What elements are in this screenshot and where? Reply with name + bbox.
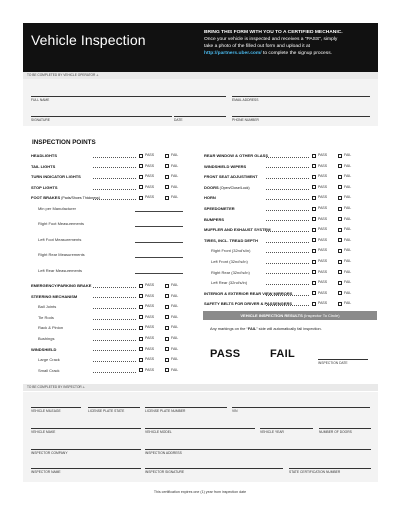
dotted-leader (266, 242, 309, 243)
inspection-item-label: Right Rear Measurements (38, 252, 85, 258)
inspection-item-label: FRONT SEAT ADJUSTMENT (204, 174, 258, 180)
measurement-field[interactable] (135, 242, 183, 243)
pass-label: PASS (145, 304, 155, 309)
inspection-row (31, 194, 201, 201)
inspection-row (31, 267, 201, 274)
pass-checkbox[interactable] (312, 196, 316, 200)
doors-label: NUMBER OF DOORS (319, 430, 352, 434)
inspection-item-label: Tie Rods (38, 314, 54, 320)
pass-label: PASS (145, 336, 155, 340)
fail-label: FAIL (171, 174, 179, 179)
inspection-item-label: SAFETY BELTS FOR DRIVER & PASSENGERS (204, 301, 293, 307)
fail-result[interactable]: FAIL (270, 348, 296, 360)
pass-label: PASS (145, 153, 155, 157)
inspection-row (204, 173, 374, 180)
inspection-row (204, 163, 374, 170)
pass-label: PASS (145, 314, 155, 319)
fail-checkbox[interactable] (338, 217, 342, 221)
inspection-row (31, 220, 201, 227)
inspection-item-label: MUFFLER AND EXHAUST SYSTEM (204, 227, 271, 233)
inspection-row (31, 163, 201, 170)
fail-checkbox[interactable] (338, 270, 342, 274)
pass-checkbox[interactable] (139, 294, 143, 298)
fail-label: FAIL (171, 346, 179, 351)
pass-label: PASS (318, 195, 328, 200)
inspection-item-label: EMERGENCY/PARKING BRAKE (31, 283, 92, 288)
fail-checkbox[interactable] (338, 281, 342, 285)
pass-checkbox[interactable] (312, 270, 316, 274)
pass-label: PASS (318, 216, 328, 221)
pass-checkbox[interactable] (139, 326, 143, 330)
pass-label: PASS (318, 163, 328, 168)
inspection-row (204, 226, 374, 233)
instruction-line-3: take a photo of the filled out form and upload it at (204, 44, 311, 49)
fail-checkbox[interactable] (165, 305, 169, 309)
inspection-row (31, 346, 201, 353)
inspection-item-label: TAIL LIGHTS (31, 163, 56, 169)
fail-checkbox[interactable] (165, 315, 169, 319)
pass-checkbox[interactable] (312, 291, 316, 295)
pass-label: PASS (145, 357, 155, 362)
signature-field[interactable] (31, 116, 172, 117)
full-name-label: FULL NAME (31, 98, 50, 102)
plate-state-label: LICENSE PLATE STATE (88, 409, 125, 413)
plate-number-field[interactable] (145, 407, 227, 408)
fail-checkbox[interactable] (165, 294, 169, 298)
fail-checkbox[interactable] (165, 347, 169, 351)
dotted-leader (266, 231, 309, 232)
dotted-leader (93, 167, 136, 168)
inspection-row (31, 293, 201, 300)
dotted-leader (266, 178, 309, 179)
inspection-item-label: Left Front (32nd's/in) (211, 259, 248, 264)
dotted-leader (266, 210, 309, 211)
inspection-item-label: BUMPERS (204, 216, 225, 222)
pass-result[interactable]: PASS (210, 348, 241, 360)
fail-label: FAIL (344, 290, 352, 295)
fail-checkbox[interactable] (338, 175, 342, 179)
vehicle-mileage-label: VEHICLE MILEAGE (31, 409, 61, 413)
inspection-item-label: Left Rear (32nd's/in) (211, 280, 248, 286)
vehicle-model-field[interactable] (145, 428, 255, 429)
vehicle-year-label: VEHICLE YEAR (260, 430, 284, 434)
inspection-item-label: Left Rear Measurements (38, 267, 83, 273)
phone-field[interactable] (232, 116, 370, 117)
doors-field[interactable] (319, 428, 371, 429)
pass-label: PASS (318, 237, 328, 242)
pass-label: PASS (318, 153, 328, 157)
inspection-item-label: Right Foot Measurements (38, 221, 85, 227)
fail-label: FAIL (344, 195, 352, 200)
operator-fields (23, 79, 378, 126)
pass-label: PASS (145, 163, 155, 168)
dotted-leader (93, 329, 136, 330)
fail-label: FAIL (171, 283, 179, 287)
vin-label: VIN (232, 409, 238, 413)
vehicle-mileage-field[interactable] (31, 407, 81, 408)
pass-checkbox[interactable] (139, 185, 143, 189)
inspection-row (31, 205, 201, 212)
fail-checkbox[interactable] (165, 284, 169, 288)
inspection-row (204, 216, 374, 223)
measurement-field[interactable] (135, 226, 183, 227)
pass-checkbox[interactable] (312, 228, 316, 232)
measurement-field[interactable] (135, 257, 183, 258)
inspection-row (204, 184, 374, 191)
inspection-row (31, 152, 201, 159)
pass-label: PASS (145, 367, 155, 372)
fail-checkbox[interactable] (165, 196, 169, 200)
inspection-item-label: Large Crack (38, 357, 60, 363)
pass-label: PASS (145, 346, 155, 351)
inspection-row (204, 237, 374, 244)
fail-label: FAIL (344, 163, 352, 168)
inspection-row (204, 269, 374, 276)
header-instructions (204, 29, 376, 57)
inspection-item-label: Right Front (32nd's/in) (211, 248, 251, 254)
inspection-item-label: STOP LIGHTS (31, 184, 58, 190)
results-note: Any markings on the “FAIL” side will automatically fail inspection. (210, 326, 322, 331)
pass-checkbox[interactable] (312, 260, 316, 264)
pass-label: PASS (145, 174, 155, 179)
cert-number-field[interactable] (289, 468, 371, 469)
pass-checkbox[interactable] (312, 281, 316, 285)
form-title: Vehicle Inspection (31, 32, 146, 48)
fail-label: FAIL (171, 184, 179, 189)
pass-checkbox[interactable] (312, 185, 316, 189)
dotted-leader (266, 295, 309, 296)
inspection-row (204, 194, 374, 201)
pass-checkbox[interactable] (139, 175, 143, 179)
pass-checkbox[interactable] (139, 368, 143, 372)
dotted-leader (266, 305, 309, 306)
pass-label: PASS (318, 227, 328, 232)
inspection-row (31, 236, 201, 243)
fail-checkbox[interactable] (165, 337, 169, 341)
inspection-points-title: INSPECTION POINTS (32, 139, 96, 146)
dotted-leader (266, 157, 309, 158)
dotted-leader (93, 157, 136, 158)
inspector-name-field[interactable] (31, 468, 141, 469)
fail-label: FAIL (344, 216, 352, 221)
inspection-item-label: Small Crack (38, 367, 60, 373)
inspection-address-label: INSPECTION ADDRESS (145, 451, 182, 455)
inspection-row (204, 258, 374, 265)
fail-checkbox[interactable] (338, 238, 342, 242)
inspection-item-label: TIRES, INCL. TREAD DEPTH (204, 237, 259, 243)
pass-label: PASS (318, 259, 328, 263)
inspection-item-label: Left Foot Measurements (38, 236, 82, 242)
phone-label: PHONE NUMBER (232, 118, 259, 122)
fail-checkbox[interactable] (338, 164, 342, 168)
partners-link[interactable]: http://partners.uber.com/ (204, 51, 262, 56)
pass-label: PASS (145, 184, 155, 189)
fail-checkbox[interactable] (338, 185, 342, 189)
date-label: DATE (174, 118, 183, 122)
fail-checkbox[interactable] (338, 260, 342, 264)
inspection-results-bar: VEHICLE INSPECTION RESULTS (Inspector To Circle) (203, 311, 377, 320)
dotted-leader (93, 308, 136, 309)
fail-label: FAIL (171, 336, 179, 340)
inspection-row (204, 247, 374, 254)
instruction-line-1: BRING THIS FORM WITH YOU TO A CERTIFIED MECHANIC. (204, 30, 343, 35)
inspection-item-label: SPEEDOMETER (204, 206, 235, 211)
inspector-signature-label: INSPECTOR SIGNATURE (145, 470, 185, 474)
dotted-leader (93, 287, 136, 288)
dotted-leader (93, 361, 136, 362)
pass-checkbox[interactable] (139, 305, 143, 309)
inspection-row (204, 279, 374, 286)
vin-field[interactable] (232, 407, 370, 408)
dotted-leader (93, 189, 136, 190)
pass-label: PASS (145, 195, 155, 200)
pass-label: PASS (318, 269, 328, 274)
fail-checkbox[interactable] (338, 249, 342, 253)
fail-checkbox[interactable] (165, 164, 169, 168)
expiry-footer: This certification expires one (1) year from inspection date (153, 490, 247, 494)
pass-checkbox[interactable] (312, 217, 316, 221)
inspection-item-label: WINDSHIELD (31, 346, 57, 352)
fail-checkbox[interactable] (338, 196, 342, 200)
pass-label: PASS (318, 301, 328, 306)
fail-checkbox[interactable] (165, 368, 169, 372)
vehicle-make-field[interactable] (31, 428, 141, 429)
dotted-leader (93, 319, 136, 320)
fail-checkbox[interactable] (338, 291, 342, 295)
pass-label: PASS (318, 206, 328, 210)
inspector-name-label: INSPECTOR NAME (31, 470, 61, 474)
pass-checkbox[interactable] (139, 164, 143, 168)
inspection-item-label: WINDSHIELD WIPERS (204, 163, 247, 169)
pass-checkbox[interactable] (139, 315, 143, 319)
inspection-item-label: Min per Manufacturer (38, 206, 77, 211)
pass-label: PASS (145, 283, 155, 287)
fail-label: FAIL (171, 357, 179, 362)
inspection-row (31, 282, 201, 289)
fail-label: FAIL (344, 259, 352, 263)
dotted-leader (266, 220, 309, 221)
pass-checkbox[interactable] (139, 196, 143, 200)
inspection-address-field[interactable] (145, 449, 371, 450)
signature-label: SIGNATURE (31, 118, 50, 122)
measurement-field[interactable] (135, 273, 183, 274)
pass-checkbox[interactable] (312, 238, 316, 242)
vehicle-model-label: VEHICLE MODEL (145, 430, 172, 434)
fail-label: FAIL (344, 153, 352, 157)
inspection-item-label: INTERIOR & EXTERIOR REAR VIEW MIRRORS (204, 290, 293, 296)
vehicle-make-label: VEHICLE MAKE (31, 430, 56, 434)
inspection-row (204, 300, 374, 307)
inspector-section-bar: TO BE COMPLETED BY INSPECTOR ⟂ (23, 384, 378, 391)
pass-label: PASS (318, 184, 328, 189)
fail-checkbox[interactable] (165, 154, 169, 158)
inspection-row (31, 251, 201, 258)
fail-label: FAIL (344, 237, 352, 242)
fail-label: FAIL (344, 269, 352, 274)
fail-label: FAIL (171, 325, 179, 330)
inspection-row (31, 303, 201, 310)
inspector-signature-field[interactable] (145, 468, 283, 469)
fail-checkbox[interactable] (165, 185, 169, 189)
dotted-leader (266, 273, 309, 274)
inspection-date-label: INSPECTION DATE (318, 361, 348, 365)
dotted-leader (93, 178, 136, 179)
inspection-item-label: FOOT BRAKES (Pads/Shoes Thickness) (31, 195, 101, 201)
pass-checkbox[interactable] (312, 164, 316, 168)
fail-label: FAIL (344, 248, 352, 253)
pass-label: PASS (318, 174, 328, 179)
fail-checkbox[interactable] (338, 207, 342, 211)
vehicle-year-field[interactable] (260, 428, 313, 429)
dotted-leader (93, 199, 136, 200)
pass-checkbox[interactable] (312, 175, 316, 179)
dotted-leader (93, 372, 136, 373)
dotted-leader (266, 252, 309, 253)
inspection-item-label: STEERING MECHANISM (31, 293, 78, 299)
inspection-item-label: REAR WINDOW & OTHER GLASS (204, 153, 268, 158)
inspection-item-label: DOORS (Open/Close/Lock) (204, 184, 250, 190)
dotted-leader (93, 350, 136, 351)
plate-state-field[interactable] (88, 407, 140, 408)
fail-label: FAIL (344, 174, 352, 179)
inspection-item-label: Ball Joints (38, 304, 57, 310)
inspection-row (31, 356, 201, 363)
inspection-row (31, 367, 201, 374)
pass-checkbox[interactable] (312, 207, 316, 211)
cert-number-label: STATE CERTIFICATION NUMBER (289, 470, 341, 474)
pass-checkbox[interactable] (139, 284, 143, 288)
dotted-leader (266, 284, 309, 285)
inspection-row (204, 152, 374, 159)
inspection-item-label: HEADLIGHTS (31, 153, 57, 158)
fail-checkbox[interactable] (338, 154, 342, 158)
pass-label: PASS (145, 325, 155, 330)
fail-checkbox[interactable] (165, 326, 169, 330)
measurement-field[interactable] (135, 211, 183, 212)
dotted-leader (266, 167, 309, 168)
inspection-item-label: TURN INDICATOR LIGHTS (31, 174, 81, 180)
pass-checkbox[interactable] (139, 358, 143, 362)
instruction-line-2: Once your vehicle is inspected and receives a “PASS”, simply (204, 37, 338, 42)
inspection-row (31, 324, 201, 331)
date-field[interactable] (174, 116, 226, 117)
inspection-row (31, 335, 201, 342)
fail-label: FAIL (344, 301, 352, 306)
pass-checkbox[interactable] (139, 154, 143, 158)
fail-label: FAIL (344, 206, 352, 210)
pass-label: PASS (318, 248, 328, 253)
fail-checkbox[interactable] (165, 175, 169, 179)
pass-label: PASS (145, 293, 155, 298)
full-name-field[interactable] (31, 96, 226, 97)
pass-checkbox[interactable] (312, 302, 316, 306)
fail-label: FAIL (344, 184, 352, 189)
pass-checkbox[interactable] (312, 154, 316, 158)
form-header (23, 23, 378, 72)
dotted-leader (266, 263, 309, 264)
pass-label: PASS (318, 280, 328, 285)
inspection-row (31, 184, 201, 191)
fail-checkbox[interactable] (165, 358, 169, 362)
inspection-row (204, 205, 374, 212)
pass-checkbox[interactable] (312, 249, 316, 253)
email-field[interactable] (232, 96, 370, 97)
inspection-item-label: Rack & Pinion (38, 325, 64, 331)
inspection-row (31, 314, 201, 321)
fail-label: FAIL (171, 163, 179, 168)
fail-checkbox[interactable] (338, 302, 342, 306)
dotted-leader (266, 189, 309, 190)
plate-number-label: LICENSE PLATE NUMBER (145, 409, 186, 413)
dotted-leader (93, 297, 136, 298)
inspector-company-field[interactable] (31, 449, 141, 450)
fail-checkbox[interactable] (338, 228, 342, 232)
fail-label: FAIL (171, 195, 179, 200)
pass-checkbox[interactable] (139, 337, 143, 341)
inspector-fields (23, 392, 378, 482)
inspection-date-field[interactable] (318, 359, 368, 360)
pass-checkbox[interactable] (139, 347, 143, 351)
pass-label: PASS (318, 290, 328, 295)
inspection-row (204, 290, 374, 297)
fail-label: FAIL (171, 293, 179, 298)
dotted-leader (266, 199, 309, 200)
inspector-company-label: INSPECTOR COMPANY (31, 451, 68, 455)
dotted-leader (93, 340, 136, 341)
instruction-line-4: http://partners.uber.com/ to complete the signup process. (204, 51, 333, 56)
fail-label: FAIL (344, 227, 352, 232)
fail-label: FAIL (171, 367, 179, 372)
fail-label: FAIL (171, 304, 179, 309)
inspection-row (31, 173, 201, 180)
inspection-item-label: Right Rear (32nd's/in) (211, 269, 250, 275)
operator-section-bar: TO BE COMPLETED BY VEHICLE OPERATOR ⟂ (23, 72, 378, 79)
email-label: EMAIL ADDRESS (232, 98, 259, 102)
fail-label: FAIL (171, 153, 179, 157)
fail-label: FAIL (344, 280, 352, 285)
inspection-item-label: Bushings (38, 336, 55, 341)
fail-label: FAIL (171, 314, 179, 319)
inspection-item-label: HORN (204, 195, 216, 201)
